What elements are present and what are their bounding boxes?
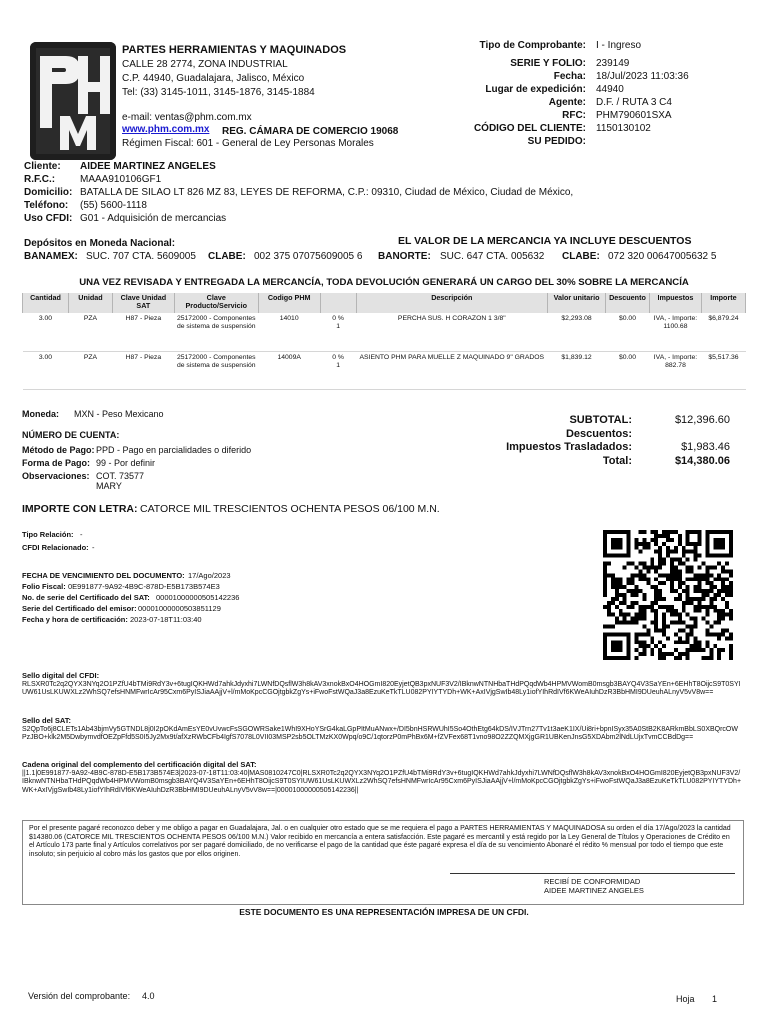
depositos-title: Depósitos en Moneda Nacional: <box>24 238 176 249</box>
banorte-clabe-label: CLABE: <box>562 251 600 262</box>
cadena-original-label: Cadena original del complemento del certificación digital del SAT: <box>22 760 257 769</box>
cell-pct-value: 0 % <box>332 353 344 361</box>
fecha-vencimiento-label: FECHA DE VENCIMIENTO DEL DOCUMENTO: <box>22 571 185 580</box>
folio-fiscal-label: Folio Fiscal: <box>22 582 66 591</box>
cell-clave-unidad: H87 - Pieza <box>112 351 174 389</box>
lugar-expedicion-label: Lugar de expedición: <box>485 84 586 95</box>
fecha-vencimiento-value: 17/Ago/2023 <box>188 571 231 580</box>
col-blank <box>320 293 356 313</box>
phm-logo-graphic <box>30 42 116 160</box>
cell-descripcion: ASIENTO PHM PARA MUELLE Z MAQUINADO 9" GRADOS <box>356 351 548 389</box>
hoja-label: Hoja <box>676 994 695 1004</box>
company-name: PARTES HERRAMIENTAS Y MAQUINADOS <box>122 44 347 56</box>
cell-codigo: 14010 <box>258 313 320 351</box>
col-unidad: Unidad <box>68 293 112 313</box>
company-phone: Tel: (33) 3145-1011, 3145-1876, 3145-1884 <box>122 87 315 98</box>
agente-value: D.F. / RUTA 3 C4 <box>596 97 672 108</box>
cell-descuento: $0.00 <box>606 313 650 351</box>
col-valor-unitario: Valor unitario <box>548 293 606 313</box>
recibi-name: AIDEE MARTINEZ ANGELES <box>544 886 644 895</box>
cell-pct-qty: 1 <box>336 323 340 330</box>
descuentos-label: Descuentos: <box>565 428 632 440</box>
col-clave-unidad: Clave Unidad SAT <box>112 293 174 313</box>
metodo-pago-value: PPD - Pago en parcialidades o diferido <box>96 445 252 455</box>
company-logo <box>30 42 116 160</box>
cfdi-relacionado-value: - <box>92 543 95 552</box>
forma-pago-label: Forma de Pago: <box>22 458 91 468</box>
serie-folio-label: SERIE Y FOLIO: <box>510 58 586 69</box>
agente-label: Agente: <box>548 97 586 108</box>
cell-unidad: PZA <box>68 313 112 351</box>
fecha-value: 18/Jul/2023 11:03:36 <box>596 71 689 82</box>
domicilio-value: BATALLA DE SILAO LT 826 MZ 83, LEYES DE REFORMA, C.P.: 09310, Ciudad de México, Ciudad de México, <box>80 187 574 198</box>
pagare-text: Por el presente pagaré reconozco deber y me obligo a pagar en Guadalajara, Jal. o en cualquier otro estado que se me requiera el pago a PARTES HERRAMIENTAS Y MAQUINADOSA su orden el día 17/Ago/2023 la cantidad $14380.06 (CATORCE MIL TRESCIENTOS OCHENTA PESOS 06/100 M.N.) Valor recibido en mercancía a entera satisfacción. Este pagaré es mercantil y está regido por la Ley General de Títulos y Operaciones de Crédito en el Artículo 173 parte final y Artículos correlativos por ser pagaré domiciliado, de no verificarse el pago de la cantidad que éste pagaré expresa el día de su vencimiento Abonaré el rédito % mensual por todo el tiempo que este insoluto; sin perjuicio al cobro más los gastos que por ellos originen. <box>29 825 731 858</box>
cert-sat-value: 00001000000505142236 <box>156 593 240 602</box>
metodo-pago-label: Método de Pago: <box>22 445 95 455</box>
company-address-line1: CALLE 28 2774, ZONA INDUSTRIAL <box>122 59 288 70</box>
tipo-relacion-label: Tipo Relación: <box>22 530 74 539</box>
cell-importe: $6,879.24 <box>701 313 745 351</box>
uso-cfdi-value: G01 - Adquisición de mercancias <box>80 213 227 224</box>
numero-cuenta-label: NÚMERO DE CUENTA: <box>22 430 120 440</box>
cliente-value: AIDEE MARTINEZ ANGELES <box>80 161 216 172</box>
chamber-registration: REG. CÁMARA DE COMERCIO 19068 <box>222 126 399 137</box>
subtotal-label: SUBTOTAL: <box>569 414 632 426</box>
rfc-cliente-label: R.F.C.: <box>24 174 56 185</box>
table-header-row <box>23 293 746 313</box>
uso-cfdi-label: Uso CFDI: <box>24 213 73 224</box>
impuestos-trasladados-value: $1,983.46 <box>681 441 730 453</box>
cert-sat-label: No. de serie del Certificado del SAT: <box>22 593 150 602</box>
recibi-conformidad: RECIBÍ DE CONFORMIDAD <box>544 877 641 886</box>
cell-valor-unitario: $2,293.08 <box>548 313 606 351</box>
cell-impuestos: IVA, - Importe: 882.78 <box>649 351 701 389</box>
observaciones-line1: COT. 73577 <box>96 471 145 481</box>
cell-descripcion: PERCHA SUS. H CORAZON 1 3/8" <box>356 313 548 351</box>
cell-pct <box>320 351 356 389</box>
cell-valor-unitario: $1,839.12 <box>548 351 606 389</box>
banamex-label: BANAMEX: <box>24 251 78 262</box>
fecha-label: Fecha: <box>553 71 586 82</box>
cell-descuento: $0.00 <box>606 351 650 389</box>
company-website-link[interactable]: www.phm.com.mx <box>122 124 210 135</box>
banorte-clabe-value: 072 320 00647005632 5 <box>608 251 717 262</box>
subtotal-value: $12,396.60 <box>674 414 730 426</box>
col-codigo: Codigo PHM <box>258 293 320 313</box>
col-impuestos: Impuestos <box>649 293 701 313</box>
telefono-value: (55) 5600-1118 <box>80 200 147 211</box>
col-descuento: Descuento <box>606 293 650 313</box>
col-descripcion: Descripción <box>356 293 548 313</box>
company-email: e-mail: ventas@phm.com.mx <box>122 112 252 123</box>
fecha-certificacion-value: 2023-07-18T11:03:40 <box>130 615 202 624</box>
col-importe: Importe <box>701 293 745 313</box>
folio-fiscal-value: 0E991877-9A92-4B9C-878D-E5B173B574E3 <box>68 582 220 591</box>
total-value: $14,380.06 <box>674 455 730 467</box>
tipo-comprobante-value: I - Ingreso <box>596 40 642 51</box>
cfdi-representation-notice: ESTE DOCUMENTO ES UNA REPRESENTACIÓN IMPRESA DE UN CFDI. <box>239 907 529 917</box>
observaciones-label: Observaciones: <box>22 471 90 481</box>
serie-folio-value: 239149 <box>596 58 630 69</box>
cell-pct-qty: 1 <box>336 361 340 369</box>
cfdi-relacionado-label: CFDI Relacionado: <box>22 543 89 552</box>
tipo-comprobante-label: Tipo de Comprobante: <box>479 40 586 51</box>
version-value: 4.0 <box>142 991 155 1001</box>
cell-pct-value: 0 % <box>332 315 344 322</box>
tipo-relacion-value: - <box>80 530 83 539</box>
cadena-original-value: ||1.1|0E991877-9A92-4B9C-878D-E5B173B574E3|2023-07-18T11:03:40|MAS0810247C0|RLSXR0Tc2q2QYX3NYq2O1PZfU4bTMi9RdY3v+6tugIQKHWd7ahkJdyxhi7LWNfDQsflW3h8kAV3xnokBxO4HOGmI820EyjetQB3pxNUF3V2/IBknwNTNHbaTHdPQqdWb4HPMVWomB0msgb3BAYQ4V3SaYEn+6EHhT8OijcS9T0SYIUW61UsLKUWXLz2WhSQ7efsHNMFwrIcAr95Cxm6PyISJiaAAjjV+l/mMoKpcCGOjtgbkZgYs+iFwoFstWQaJ3a8EzuKeTkTLU082PYIYTYDh+WK+AxIVjgSwIb48Ly1iofYIhRdIVf6KWeAIuhDzR3BbHMI9DUeuhALnyV5vV8w==|00001000000505142236|| <box>22 770 742 794</box>
domicilio-label: Domicilio: <box>24 187 73 198</box>
col-cantidad: Cantidad <box>23 293 69 313</box>
cliente-label: Cliente: <box>24 161 61 172</box>
cell-impuestos: IVA, - Importe: 1100.68 <box>649 313 701 351</box>
lugar-expedicion-value: 44940 <box>596 84 624 95</box>
fecha-certificacion-label: Fecha y hora de certificación: <box>22 615 128 624</box>
cell-codigo: 14009A <box>258 351 320 389</box>
observaciones-line2: MARY <box>96 481 122 491</box>
sello-cfdi-label: Sello digital del CFDI: <box>22 671 100 680</box>
codigo-cliente-value: 1150130102 <box>596 123 651 134</box>
cert-emisor-value: 00001000000503851129 <box>138 604 221 613</box>
banorte-label: BANORTE: <box>378 251 431 262</box>
company-address-line2: C.P. 44940, Guadalajara, Jalisco, México <box>122 73 305 84</box>
codigo-cliente-label: CÓDIGO DEL CLIENTE: <box>473 123 586 134</box>
moneda-value: MXN - Peso Mexicano <box>74 409 164 419</box>
impuestos-trasladados-label: Impuestos Trasladados: <box>506 441 632 453</box>
signature-line <box>450 873 735 874</box>
cell-clave-unidad: H87 - Pieza <box>112 313 174 351</box>
cell-cantidad: 3.00 <box>23 351 69 389</box>
cert-emisor-label: Serie del Certificado del emisor: <box>22 604 137 613</box>
banorte-account: SUC. 647 CTA. 005632 <box>440 251 545 262</box>
banamex-clabe-label: CLABE: <box>208 251 246 262</box>
sello-cfdi-value: RLSXR0Tc2q2QYX3NYq2O1PZfU4bTMi9RdY3v+6tugIQKHWd7ahkJdyxhi7LWNfDQsflW3h8kAV3xnokBxO4HOGmI820EyjetQB3pxNUF3V2/IBknwNTNHbaTHdPQqdWb4HPMVWomB0msgb3BAYQ4V3SaYEn+6EHhT8OijcS9T0SYIUW61UsLKUWXLz2WhSQ7efsHNMFwrIcAr95Cxm6PyISJiaAAjjV+l/mMoKpcCGOjtgbkZgYs+iFwoFstWQaJ3a8EzuKeTkTLU082PYIYTYDh+WK+AxIVjgSwIb48Ly1iofYIhRdIVf6KWeAIuhDzR3BbHMI9DUeuhALnyV5vV8w== <box>22 681 741 697</box>
devolucion-notice: UNA VEZ REVISADA Y ENTREGADA LA MERCANCÍA, TODA DEVOLUCIÓN GENERARÁ UN CARGO DEL 30% SOBRE LA MERCANCÍA <box>79 277 689 288</box>
version-label: Versión del comprobante: <box>28 991 131 1001</box>
importe-letra-label: IMPORTE CON LETRA: <box>22 503 138 515</box>
moneda-label: Moneda: <box>22 409 59 419</box>
cell-clave-producto: 25172000 - Componentes de sistema de suspensión <box>174 351 258 389</box>
items-table <box>22 293 746 390</box>
table-row <box>23 313 746 351</box>
telefono-label: Teléfono: <box>24 200 69 211</box>
total-label: Total: <box>602 455 632 467</box>
cell-pct <box>320 313 356 351</box>
su-pedido-label: SU PEDIDO: <box>527 136 586 147</box>
col-clave-producto: Clave Producto/Servicio <box>174 293 258 313</box>
cell-importe: $5,517.36 <box>701 351 745 389</box>
cfdi-qr-code <box>603 530 733 660</box>
cell-unidad: PZA <box>68 351 112 389</box>
rfc-cliente-value: MAAA910106GF1 <box>80 174 162 185</box>
banamex-account: SUC. 707 CTA. 5609005 <box>86 251 196 262</box>
sello-sat-label: Sello del SAT: <box>22 716 72 725</box>
rfc-emisor-value: PHM790601SXA <box>596 110 672 121</box>
fiscal-regime: Régimen Fiscal: 601 - General de Ley Personas Morales <box>122 138 374 149</box>
hoja-value: 1 <box>712 994 718 1004</box>
rfc-emisor-label: RFC: <box>562 110 586 121</box>
cell-clave-producto: 25172000 - Componentes de sistema de suspensión <box>174 313 258 351</box>
forma-pago-value: 99 - Por definir <box>96 458 156 468</box>
cell-cantidad: 3.00 <box>23 313 69 351</box>
table-row <box>23 351 746 389</box>
sello-sat-value: S2QpTo6j8CLETs1Ab43bjmVy5GTNDL8j0I2pOKdAmEsYE0vUvwcFsSGOWRSake1WhI9XHoYSrG4kaLGpPItMuANwx+/DI5bnHSRWUhI5So4OthEtg64kDS/IVJTrn27Tv1t3aeK1IX/Ui8ri+bpnISyx35A0StB2K8ARkmBbLS0XBQrcOWPzJBO+klk2M5DwbymvdfOEZpFfd5S0I5Jy2Mx9t/afXzRWbCFb4IgfS7078L0VII03MSP2sb5OLTMzKX0Wpq/o9C/1qtorzP0mPhBx6M+fZVFex68T1vno98O2ZZQMXjgGR1UBKenJnsG5XDAbm2lNdLUjxTvmCCBdDg== <box>22 726 738 742</box>
discount-notice: EL VALOR DE LA MERCANCIA YA INCLUYE DESCUENTOS <box>398 235 692 247</box>
banamex-clabe-value: 002 375 07075609005 6 <box>254 251 363 262</box>
importe-letra-value: CATORCE MIL TRESCIENTOS OCHENTA PESOS 06/100 M.N. <box>140 503 440 515</box>
